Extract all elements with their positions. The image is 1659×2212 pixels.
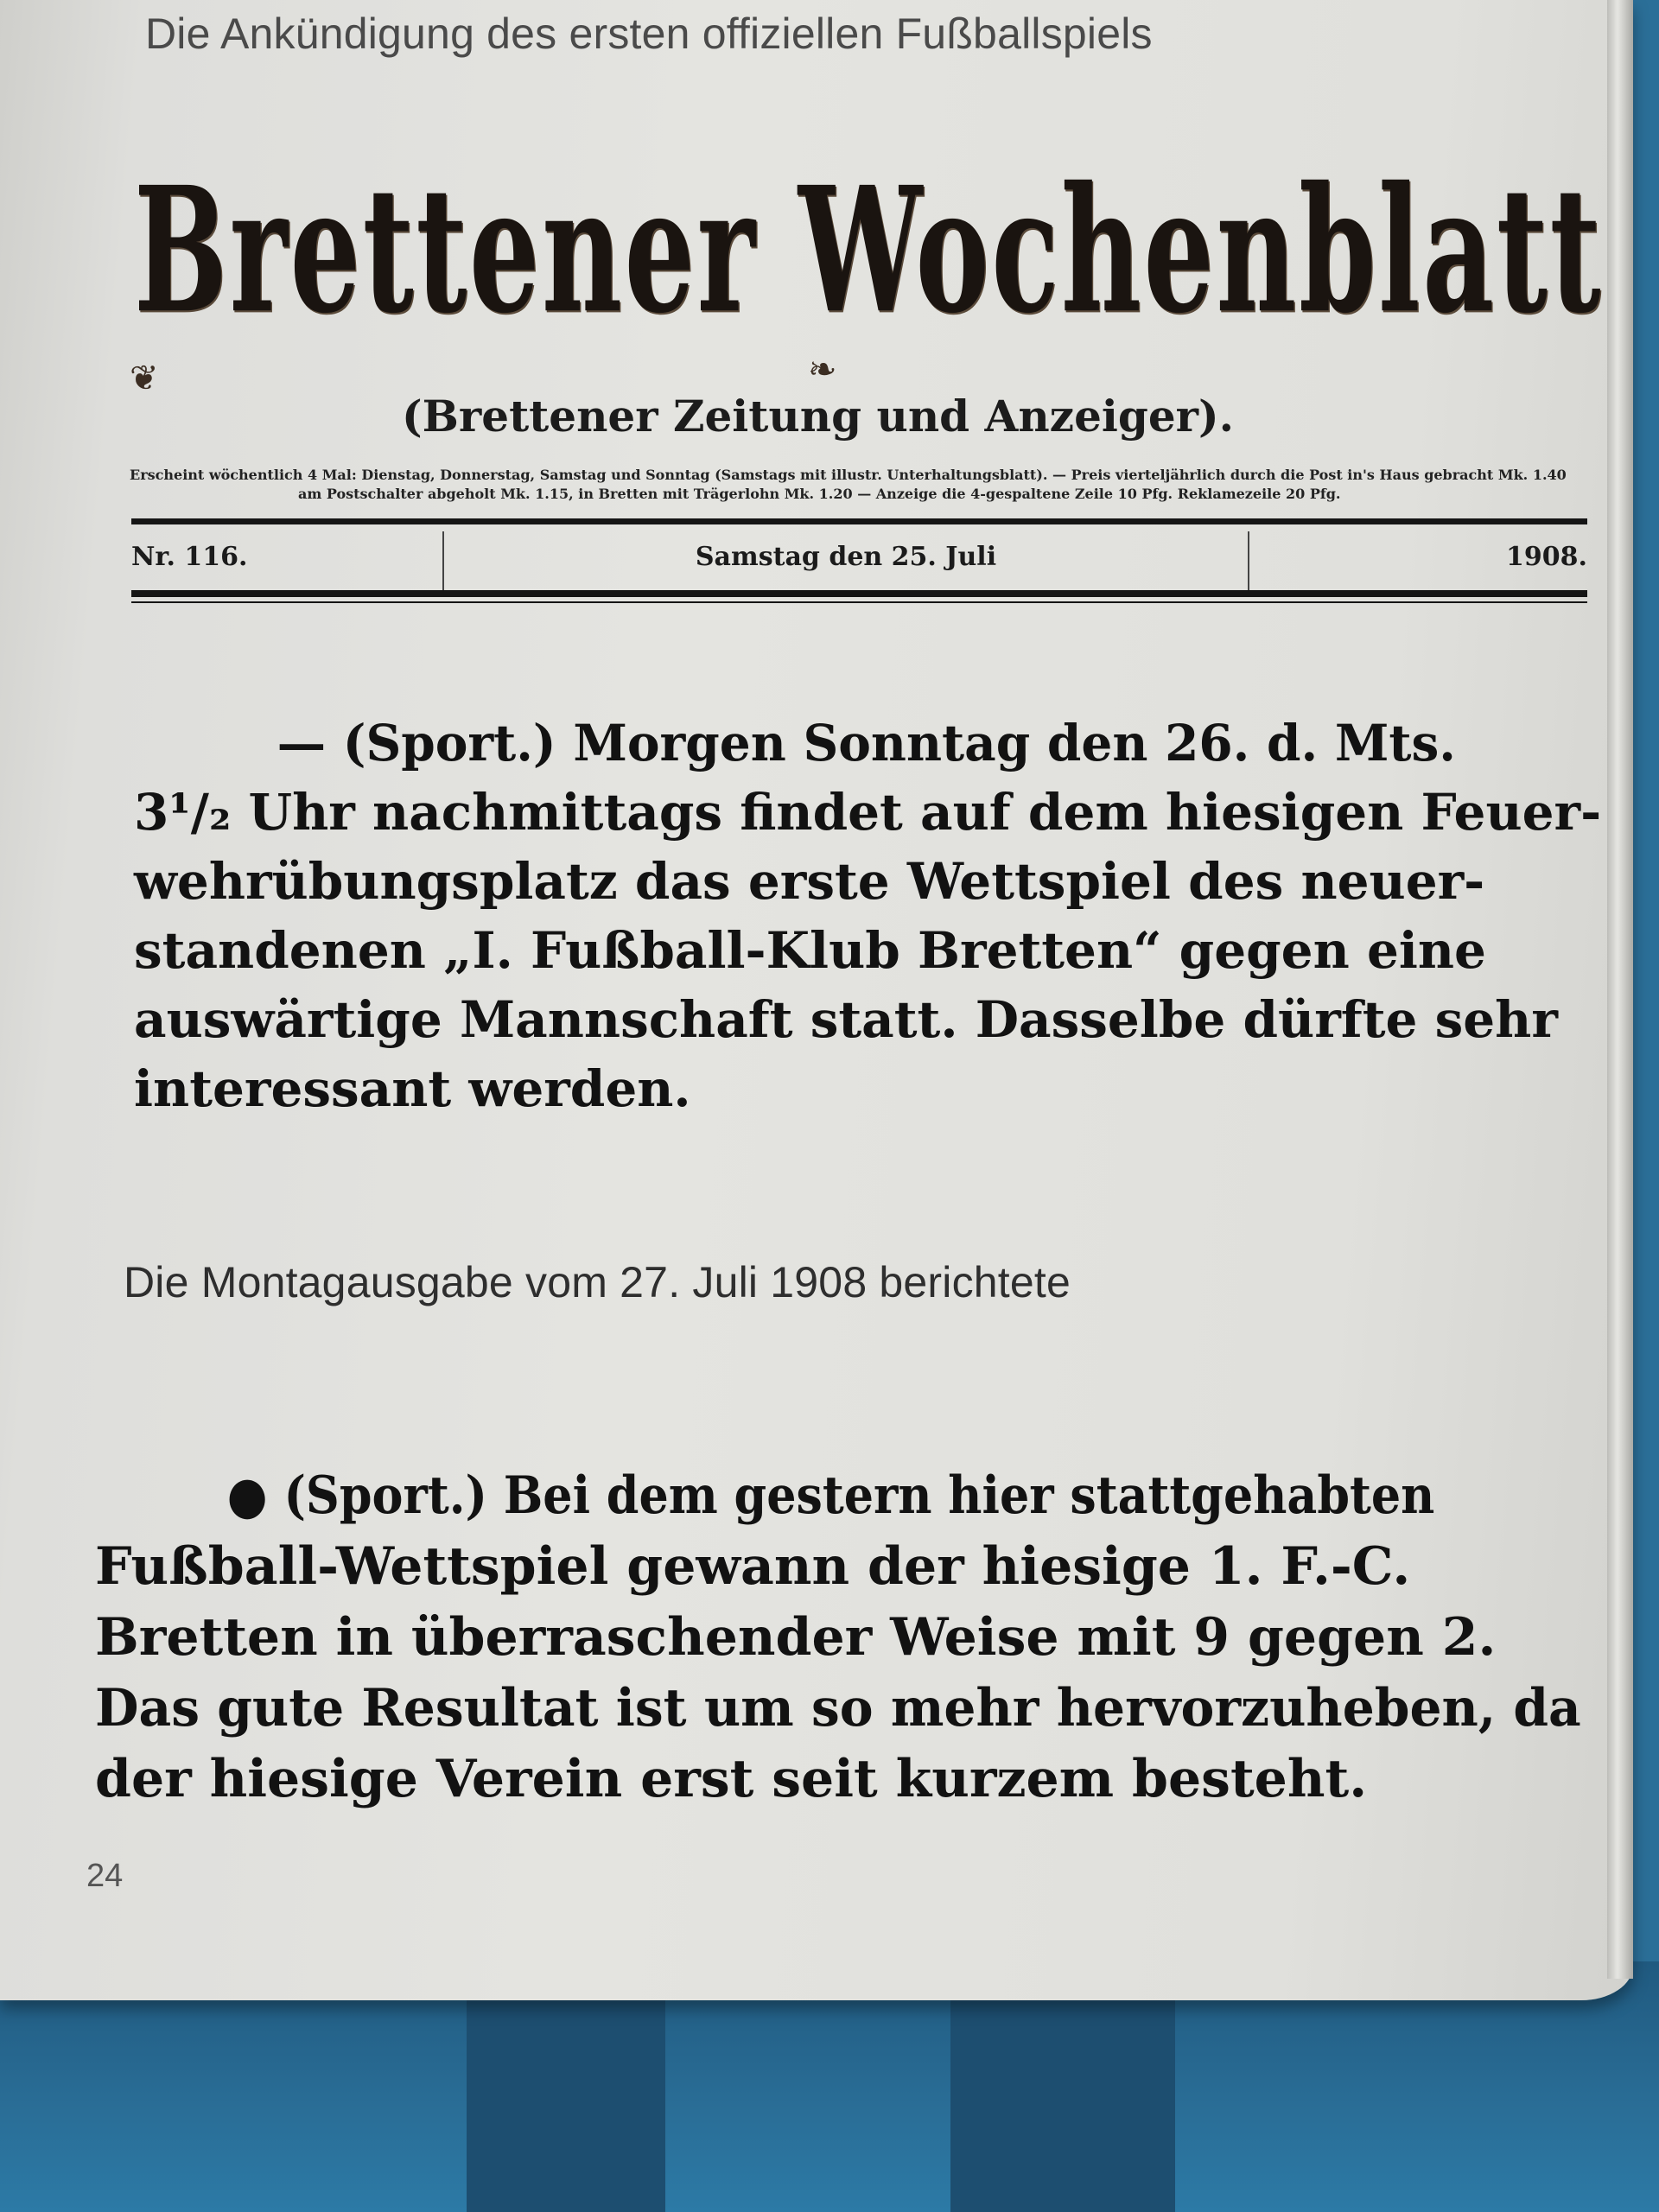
divider bbox=[131, 590, 1587, 597]
masthead-title: Brettener Wochenblatt bbox=[134, 149, 1604, 352]
dateline bbox=[131, 531, 1587, 590]
article-line: der hiesige Verein erst seit kurzem besteht. bbox=[95, 1749, 1368, 1809]
masthead-smallprint: Erscheint wöchentlich 4 Mal: Dienstag, Donnerstag, Samstag und Sonntag (Samstags mit illustr. Unterhaltungsblatt). — Preis vierteljährlich durch die Post in's Haus gebracht Mk. 1.40 bbox=[130, 467, 1567, 483]
article-line: 3¹/₂ Uhr nachmittags findet auf dem hiesigen Feuer- bbox=[134, 783, 1602, 842]
article-line: Das gute Resultat ist um so mehr hervorzuheben, da bbox=[95, 1678, 1581, 1738]
article-line: standenen „I. Fußball-Klub Bretten“ gegen eine bbox=[134, 921, 1486, 980]
page-edge bbox=[1607, 0, 1633, 1979]
article-line: Bretten in überraschender Weise mit 9 gegen 2. bbox=[95, 1607, 1497, 1668]
divider bbox=[131, 518, 1587, 524]
article-line: ● (Sport.) Bei dem gestern hier stattgehabten bbox=[226, 1465, 1435, 1526]
page-number: 24 bbox=[86, 1858, 124, 1894]
article-line: Fußball-Wettspiel gewann der hiesige 1. F.-C. bbox=[95, 1536, 1411, 1597]
divider bbox=[131, 601, 1587, 603]
issue-date: Samstag den 25. Juli bbox=[442, 531, 1249, 590]
issue-year: 1908. bbox=[1506, 542, 1587, 572]
issue-number: Nr. 116. bbox=[131, 542, 248, 572]
article-report bbox=[95, 1460, 1581, 1815]
article-line: — (Sport.) Morgen Sonntag den 26. d. Mts. bbox=[276, 714, 1456, 772]
masthead-subtitle: (Brettener Zeitung und Anzeiger). bbox=[402, 391, 1235, 442]
background-stripe bbox=[467, 1987, 665, 2212]
newspaper-masthead bbox=[130, 147, 1604, 406]
article-line: interessant werden. bbox=[134, 1059, 691, 1118]
article-announcement bbox=[134, 709, 1603, 1123]
background-stripe bbox=[950, 1987, 1175, 2212]
caption-report: Die Montagausgabe vom 27. Juli 1908 berichtete bbox=[124, 1258, 1071, 1306]
ornament-icon: ❧ bbox=[808, 350, 837, 390]
masthead-smallprint: am Postschalter abgeholt Mk. 1.15, in Bretten mit Trägerlohn Mk. 1.20 — Anzeige die 4-gespaltene Zeile 10 Pfg. Reklamezeile 20 Pfg. bbox=[298, 486, 1341, 502]
caption-heading: Die Ankündigung des ersten offiziellen Fußballspiels bbox=[145, 10, 1153, 58]
article-line: wehrübungsplatz das erste Wettspiel des neuer- bbox=[134, 852, 1485, 911]
article-line: auswärtige Mannschaft statt. Dasselbe dürfte sehr bbox=[134, 990, 1558, 1049]
ornament-icon: ❦ bbox=[130, 359, 159, 398]
